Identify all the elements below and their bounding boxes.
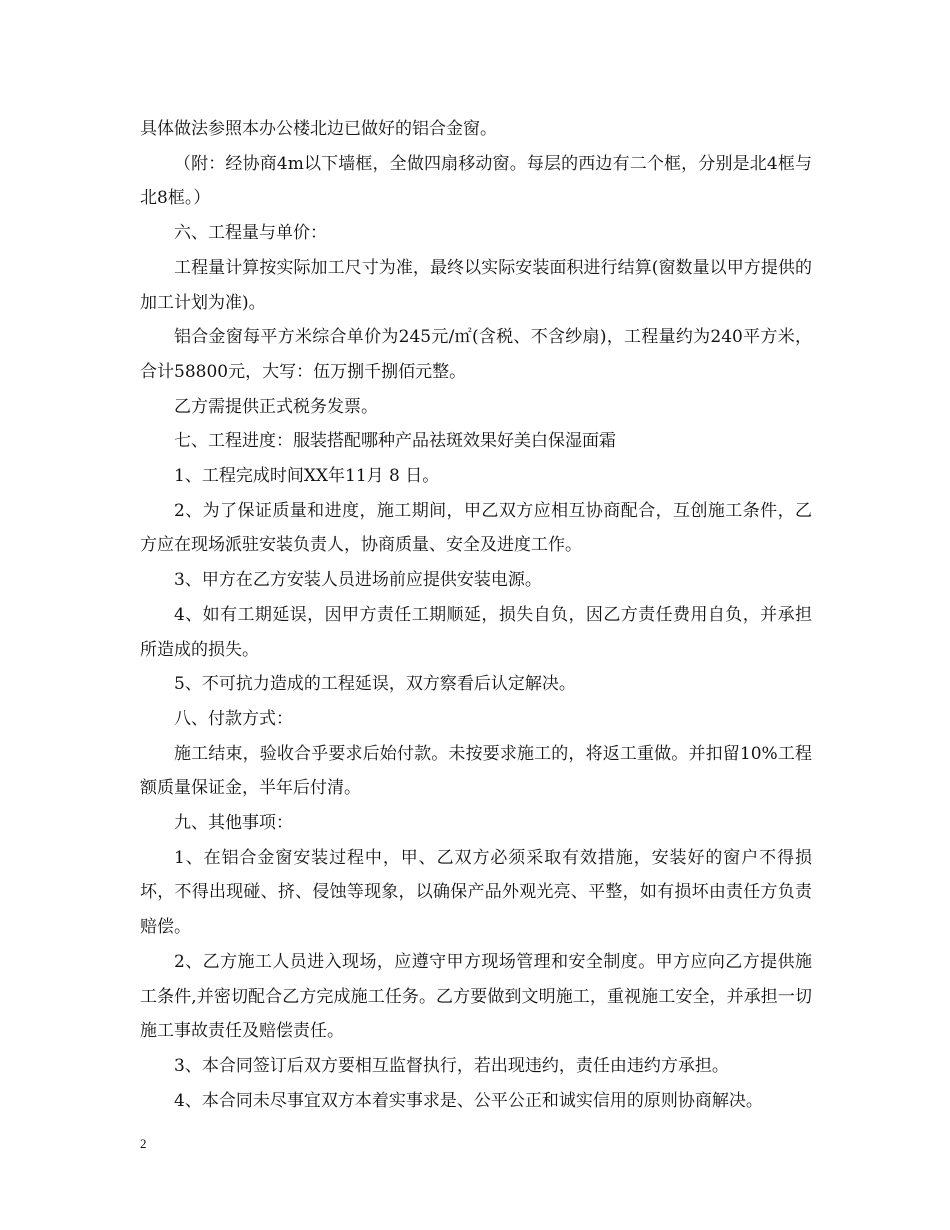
paragraph: 铝合金窗每平方米综合单价为245元/㎡(含税、不含纱扇)，工程量约为240平方米，合计58800元，大写：伍万捌千捌佰元整。	[140, 327, 812, 382]
list-item: 3、甲方在乙方安装人员进场前应提供安装电源。	[174, 570, 542, 591]
paragraph: 施工结束，验收合乎要求后始付款。未按要求施工的，将返工重做。并扣留10%工程额质量保证金，半年后付清。	[140, 743, 812, 799]
section-heading: 六、工程量与单价：	[174, 223, 327, 244]
list-item: 4、本合同未尽事宜双方本着实事求是、公平公正和诚实信用的原则协商解决。	[174, 1090, 763, 1111]
paragraph: （附：经协商4m以下墙框，全做四扇移动窗。每层的西边有二个框，分别是北4框与北8框。）	[140, 153, 812, 209]
list-item: 4、如有工期延误，因甲方责任工期顺延，损失自负，因乙方责任费用自负，并承担所造成的损失。	[140, 604, 812, 660]
list-item: 2、为了保证质量和进度，施工期间，甲乙双方应相互协商配合，互创施工条件，乙方应在现场派驻安装负责人，协商质量、安全及进度工作。	[140, 500, 812, 556]
list-item: 3、本合同签订后双方要相互监督执行，若出现违约，责任由违约方承担。	[174, 1055, 729, 1076]
paragraph: 乙方需提供正式税务发票。	[174, 396, 378, 417]
list-item: 1、工程完成时间XX年11月 8 日。	[174, 466, 440, 487]
document-body	[140, 112, 812, 1118]
list-item: 2、乙方施工人员进入现场，应遵守甲方现场管理和安全制度。甲方应向乙方提供施工条件,并密切配合乙方完成施工任务。乙方要做到文明施工，重视施工安全，并承担一切施工事故责任及赔偿责任。	[140, 951, 812, 1042]
paragraph: 具体做法参照本办公楼北边已做好的铝合金窗。	[140, 119, 497, 139]
section-heading: 七、工程进度：服装搭配哪种产品祛斑效果好美白保湿面霜	[174, 431, 616, 452]
section-heading: 八、付款方式：	[174, 708, 293, 729]
list-item: 1、在铝合金窗安装过程中，甲、乙双方必须采取有效措施，安装好的窗户不得损坏，不得出现碰、挤、侵蚀等现象，以确保产品外观光亮、平整，如有损坏由责任方负责赔偿。	[140, 847, 812, 938]
page-number: 2	[140, 1136, 147, 1151]
section-heading: 九、其他事项：	[174, 813, 293, 834]
list-item: 5、不可抗力造成的工程延误，双方察看后认定解决。	[174, 674, 576, 695]
paragraph: 工程量计算按实际加工尺寸为准，最终以实际安装面积进行结算(窗数量以甲方提供的加工计划为准)。	[140, 257, 812, 313]
